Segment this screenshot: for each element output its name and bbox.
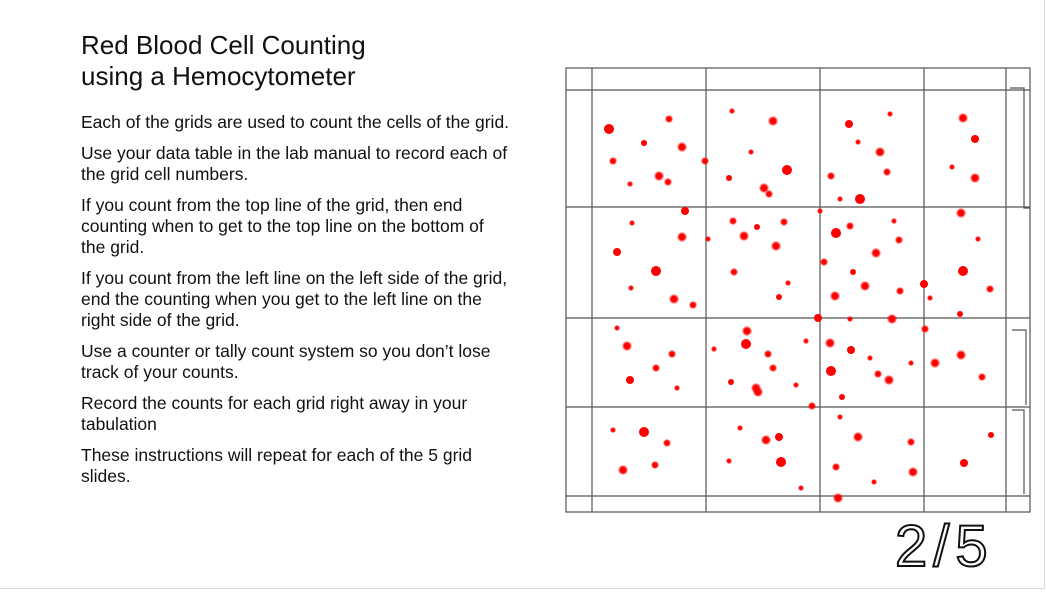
red-blood-cell xyxy=(871,248,881,258)
red-blood-cell xyxy=(826,366,836,376)
red-blood-cell xyxy=(960,459,968,467)
red-blood-cell xyxy=(641,140,647,146)
red-blood-cell xyxy=(855,194,865,204)
red-blood-cell xyxy=(689,301,697,309)
red-blood-cell xyxy=(622,341,632,351)
red-blood-cell xyxy=(986,285,994,293)
red-blood-cell xyxy=(626,376,634,384)
instruction-paragraph: These instructions will repeat for each of the 5 grid slides. xyxy=(81,445,473,486)
red-blood-cell xyxy=(609,157,617,165)
red-blood-cell xyxy=(956,350,966,360)
instruction-paragraph: Use a counter or tally count system so you don’t lose track of your counts. xyxy=(81,341,491,382)
red-blood-cell xyxy=(765,190,773,198)
grid-frame xyxy=(566,68,1030,512)
red-blood-cell xyxy=(629,220,635,226)
red-blood-cell xyxy=(753,387,763,397)
red-blood-cell xyxy=(614,325,620,331)
red-blood-cell xyxy=(887,111,893,117)
red-blood-cell xyxy=(855,139,861,145)
red-blood-cell xyxy=(839,394,845,400)
red-blood-cell xyxy=(871,479,877,485)
red-blood-cell xyxy=(956,208,966,218)
red-blood-cell xyxy=(785,280,791,286)
red-blood-cell xyxy=(604,124,614,134)
red-blood-cell xyxy=(701,157,709,165)
red-blood-cell xyxy=(780,218,788,226)
red-blood-cell xyxy=(761,435,771,445)
red-blood-cell xyxy=(726,175,732,181)
red-blood-cell xyxy=(651,461,659,469)
red-blood-cell xyxy=(668,350,676,358)
red-blood-cell xyxy=(988,432,994,438)
red-blood-cell xyxy=(887,314,897,324)
red-blood-cell xyxy=(711,346,717,352)
red-blood-cell xyxy=(971,135,979,143)
red-blood-cell xyxy=(769,364,777,372)
red-blood-cells xyxy=(604,108,994,503)
red-blood-cell xyxy=(798,485,804,491)
red-blood-cell xyxy=(908,360,914,366)
instruction-paragraph: Record the counts for each grid right away in your tabulation xyxy=(81,393,468,434)
red-blood-cell xyxy=(827,172,835,180)
red-blood-cell xyxy=(654,171,664,181)
red-blood-cell xyxy=(775,433,783,441)
red-blood-cell xyxy=(896,287,904,295)
red-blood-cell xyxy=(845,120,853,128)
red-blood-cell xyxy=(884,375,894,385)
red-blood-cell xyxy=(748,149,754,155)
red-blood-cell xyxy=(895,236,903,244)
instruction-paragraph: If you count from the left line on the left side of the grid, end the counting when you get to the left line on the right side of the grid. xyxy=(81,268,508,330)
red-blood-cell xyxy=(729,217,737,225)
red-blood-cell xyxy=(908,467,918,477)
red-blood-cell xyxy=(771,241,781,251)
red-blood-cell xyxy=(930,358,940,368)
red-blood-cell xyxy=(958,266,968,276)
red-blood-cell xyxy=(921,325,929,333)
red-blood-cell xyxy=(764,350,772,358)
red-blood-cell xyxy=(978,373,986,381)
red-blood-cell xyxy=(730,268,738,276)
red-blood-cell xyxy=(728,379,734,385)
red-blood-cell xyxy=(782,165,792,175)
red-blood-cell xyxy=(627,181,633,187)
red-blood-cell xyxy=(975,236,981,242)
red-blood-cell xyxy=(891,218,897,224)
slide-title xyxy=(81,30,366,92)
red-blood-cell xyxy=(949,164,955,170)
red-blood-cell xyxy=(970,173,980,183)
red-blood-cell xyxy=(907,438,915,446)
red-blood-cell xyxy=(853,432,863,442)
red-blood-cell xyxy=(817,208,823,214)
red-blood-cell xyxy=(610,427,616,433)
red-blood-cell xyxy=(726,458,732,464)
red-blood-cell xyxy=(739,231,749,241)
red-blood-cell xyxy=(803,338,809,344)
red-blood-cell xyxy=(729,108,735,114)
red-blood-cell xyxy=(664,178,672,186)
red-blood-cell xyxy=(681,207,689,215)
red-blood-cell xyxy=(832,463,840,471)
red-blood-cell xyxy=(847,346,855,354)
red-blood-cell xyxy=(825,338,835,348)
instruction-paragraph: If you count from the top line of the grid, then end counting when to get to the top line on the bottom of the grid. xyxy=(81,195,484,257)
red-blood-cell xyxy=(639,427,649,437)
red-blood-cell xyxy=(847,316,853,322)
red-blood-cell xyxy=(883,168,891,176)
hemocytometer-grid xyxy=(560,62,1040,522)
title-line-1: Red Blood Cell Counting xyxy=(81,30,366,60)
red-blood-cell xyxy=(674,385,680,391)
red-blood-cell xyxy=(927,295,933,301)
red-blood-cell xyxy=(618,465,628,475)
red-blood-cell xyxy=(669,294,679,304)
red-blood-cell xyxy=(705,236,711,242)
red-blood-cell xyxy=(677,232,687,242)
red-blood-cell xyxy=(875,147,885,157)
red-blood-cell xyxy=(837,414,843,420)
red-blood-cell xyxy=(677,142,687,152)
red-blood-cell xyxy=(846,222,854,230)
red-blood-cell xyxy=(814,314,822,322)
red-blood-cell xyxy=(850,269,856,275)
red-blood-cell xyxy=(957,311,963,317)
instructions-list xyxy=(81,112,511,497)
page-number-text: 2/5 xyxy=(895,514,994,579)
red-blood-cell xyxy=(628,285,634,291)
red-blood-cell xyxy=(663,439,671,447)
red-blood-cell xyxy=(651,266,661,276)
red-blood-cell xyxy=(808,402,816,410)
red-blood-cell xyxy=(958,113,968,123)
red-blood-cell xyxy=(665,115,673,123)
instruction-paragraph: Use your data table in the lab manual to record each of the grid cell numbers. xyxy=(81,143,508,184)
red-blood-cell xyxy=(754,224,760,230)
red-blood-cell xyxy=(737,425,743,431)
red-blood-cell xyxy=(867,355,873,361)
red-blood-cell xyxy=(820,258,828,266)
red-blood-cell xyxy=(793,382,799,388)
red-blood-cell xyxy=(831,228,841,238)
red-blood-cell xyxy=(768,116,778,126)
red-blood-cell xyxy=(652,364,660,372)
red-blood-cell xyxy=(741,339,751,349)
page-number xyxy=(895,508,1035,580)
red-blood-cell xyxy=(860,281,870,291)
red-blood-cell xyxy=(920,280,928,288)
instruction-paragraph: Each of the grids are used to count the cells of the grid. xyxy=(81,112,510,132)
red-blood-cell xyxy=(613,248,621,256)
red-blood-cell xyxy=(837,196,843,202)
red-blood-cell xyxy=(874,370,882,378)
red-blood-cell xyxy=(742,326,752,336)
red-blood-cell xyxy=(833,493,843,503)
red-blood-cell xyxy=(830,291,840,301)
red-blood-cell xyxy=(776,294,782,300)
red-blood-cell xyxy=(776,457,786,467)
title-line-2: using a Hemocytometer xyxy=(81,61,356,91)
